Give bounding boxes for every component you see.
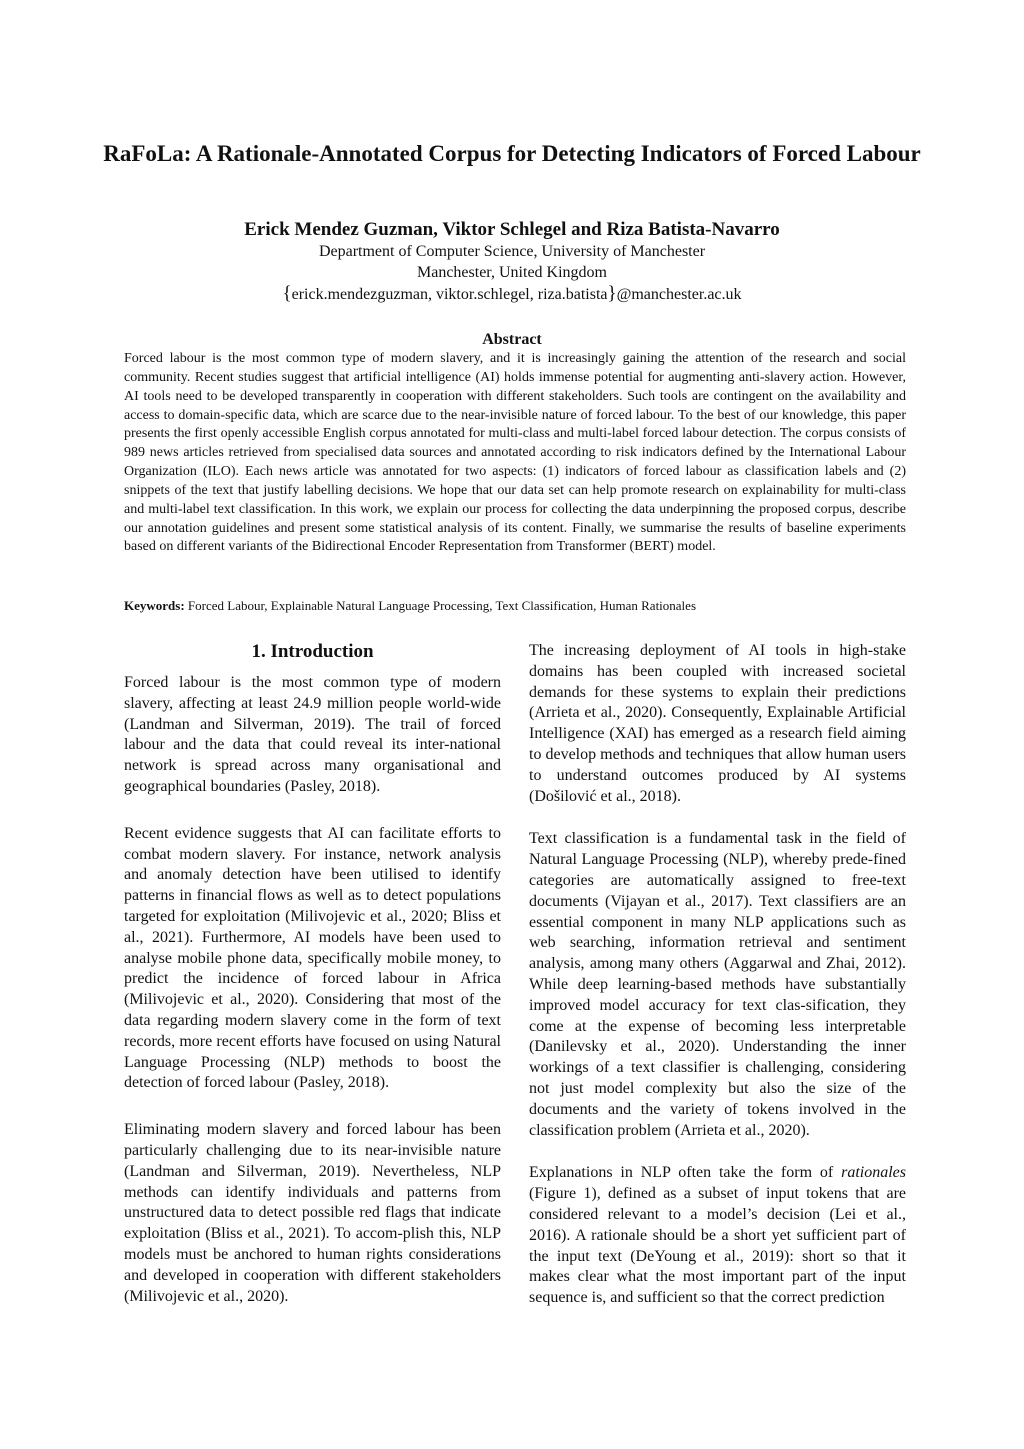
paper-title: RaFoLa: A Rationale-Annotated Corpus for Detecting Indicators of Forced Labour (103, 141, 921, 166)
left-column (124, 640, 501, 1333)
keywords-label: Keywords: (124, 598, 185, 613)
rationale-text-after: (Figure 1), defined as a subset of input tokens that are considered relevant to a model’s decision (Lei et al., 2016). A rationale should be a short yet sufficient part of the input text (DeYoung et al., 2019): short so that it makes clear what the most important part of the input sequence is, and sufficient so that the correct prediction (529, 1185, 906, 1307)
affiliation-block (100, 241, 924, 305)
rationale-text-before: Explanations in NLP often take the form of (529, 1164, 842, 1182)
keywords-line (124, 597, 906, 615)
keywords-text: Forced Labour, Explainable Natural Language Processing, Text Classification, Human Rationales (187, 598, 697, 613)
right-paragraph-1: The increasing deployment of AI tools in high-stake domains has been coupled with increased societal demands for these systems to explain their predictions (Arrieta et al., 2020). Consequently, Explainable Artificial Intelligence (XAI) has emerged as a research field aiming to develop methods and techniques that allow human users to understand outcomes produced by AI systems (Došilović et al., 2018). (529, 642, 906, 805)
email-brace-close: } (607, 283, 617, 304)
abstract-heading: Abstract (482, 331, 542, 348)
affiliation-department: Department of Computer Science, University of Manchester (318, 243, 706, 260)
email-usernames: erick.mendezguzman, viktor.schlegel, riza.batista (291, 286, 608, 303)
email-domain: @manchester.ac.uk (616, 286, 742, 303)
intro-paragraph-2: Recent evidence suggests that AI can facilitate efforts to combat modern slavery. For instance, network analysis and anomaly detection have been utilised to identify patterns in financial flows as well as to detect populations targeted for exploitation (Milivojevic et al., 2020; Bliss et al., 2021). Furthermore, AI models have been used to analyse mobile phone data, specifically mobile money, to predict the incidence of forced labour in Africa (Milivojevic et al., 2020). Considering that most of the data regarding modern slavery come in the form of text records, more recent efforts have focused on using Natural Language Processing (NLP) methods to boost the detection of forced labour (Pasley, 2018). (124, 824, 501, 1092)
abstract-text: Forced labour is the most common type of modern slavery, and it is increasingly gaining the attention of the research and social community. Recent studies suggest that artificial intelligence (AI) holds immense potential for augmenting anti-slavery action. However, AI tools need to be developed transparently in cooperation with different stakeholders. Such tools are contingent on the availability and access to domain-specific data, which are scarce due to the near-invisible nature of forced labour. To the best of our knowledge, this paper presents the first openly accessible English corpus annotated for multi-class and multi-label forced labour detection. The corpus consists of 989 news articles retrieved from specialised data sources and annotated according to risk indicators defined by the International Labour Organization (ILO). Each news article was annotated for two aspects: (1) indicators of forced labour as classification labels and (2) snippets of the text that justify labelling decisions. We hope that our data set can help promote research on explainability for multi-class and multi-label text classification. In this work, we explain our process for collecting the data underpinning the proposed corpus, describe our annotation guidelines and present some statistical analysis of its content. Finally, we summarise the results of baseline experiments based on different variants of the Bidirectional Encoder Representation from Transformer (BERT) model. (124, 351, 906, 555)
intro-paragraph-3: Eliminating modern slavery and forced labour has been particularly challenging due to its near-invisible nature (Landman and Silverman, 2019). Nevertheless, NLP methods can identify individuals and patterns from unstructured data to detect possible red flags that indicate exploitation (Bliss et al., 2021). To accom-plish this, NLP models must be anchored to human rights considerations and developed in cooperation with different stakeholders (Milivojevic et al., 2020). (124, 1121, 501, 1305)
right-paragraph-3 (529, 1163, 906, 1309)
right-paragraph-2: Text classification is a fundamental task in the field of Natural Language Processing (NLP), whereby prede-fined categories are automatically assigned to free-text documents (Vijayan et al., 2017). Text classifiers are an essential component in many NLP applications such as web searching, information retrieval and sentiment analysis, among many others (Aggarwal and Zhai, 2012). While deep learning-based methods have substantially improved model accuracy for text clas-sification, they come at the expense of becoming less interpretable (Danilevsky et al., 2020). Understanding the inner workings of a text classifier is challenging, considering not just model complexity but also the size of the documents and the variety of tokens involved in the classification problem (Arrieta et al., 2020). (529, 830, 906, 1139)
right-column (529, 641, 906, 1331)
email-brace-open: { (282, 283, 292, 304)
affiliation-location: Manchester, United Kingdom (417, 264, 607, 281)
intro-paragraph-1: Forced labour is the most common type of modern slavery, affecting at least 24.9 million people world-wide (Landman and Silverman, 2019). The trail of forced labour and the data that could reveal its inter-national network is spread across many organisational and geographical boundaries (Pasley, 2018). (124, 674, 501, 795)
author-emails (100, 283, 924, 305)
section-heading-introduction: 1. Introduction (251, 641, 374, 662)
author-list: Erick Mendez Guzman, Viktor Schlegel and Riza Batista-Navarro (244, 219, 780, 240)
rationales-term: rationales (841, 1164, 906, 1182)
